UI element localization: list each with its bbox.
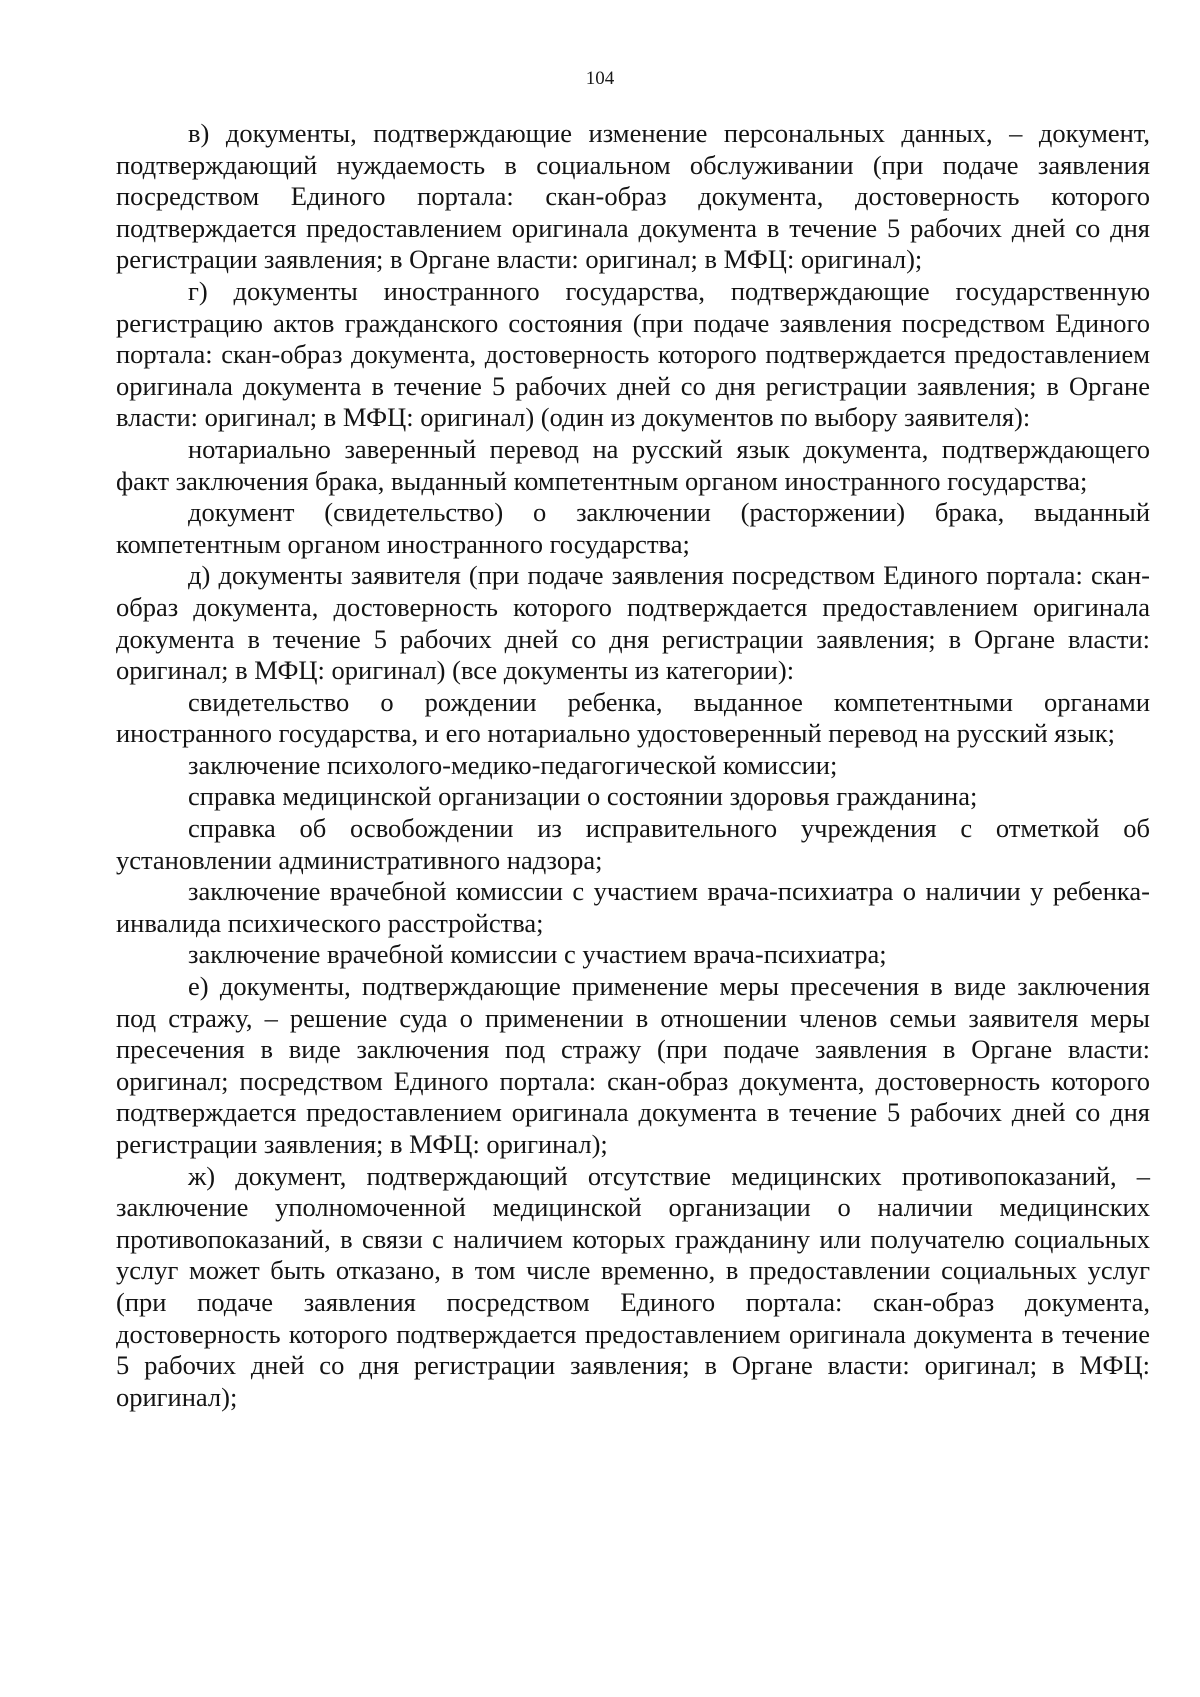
list-item-release-certificate: справка об освобождении из исправительного учреждения с отметкой об установлении административного надзора;: [116, 813, 1150, 875]
list-item-birth-certificate: свидетельство о рождении ребенка, выданное компетентными органами иностранного государства, и его нотариально удостоверенный перевод на русский язык;: [116, 686, 1150, 749]
page-number: 104: [585, 68, 615, 89]
document-body: [116, 118, 1150, 1413]
paragraph-v: в) документы, подтверждающие изменение персональных данных, – документ, подтверждающий нуждаемость в социальном обслуживании (при подаче заявления посредством Единого портала: скан-образ документа, достоверность которого подтверждается предоставлением оригинала документа в течение 5 рабочих дней со дня регистрации заявления; в Органе власти: оригинал; в МФЦ: оригинал);: [116, 118, 1150, 275]
paragraph-g: г) документы иностранного государства, подтверждающие государственную регистрацию актов гражданского состояния (при подаче заявления посредством Единого портала: скан-образ документа, достоверность которого подтверждается предоставлением оригинала документа в течение 5 рабочих дней со дня регистрации заявления; в Органе власти: оригинал; в МФЦ: оригинал) (один из документов по выбору заявителя):: [116, 275, 1150, 433]
list-item-marriage-certificate: документ (свидетельство) о заключении (расторжении) брака, выданный компетентным органом иностранного государства;: [116, 497, 1150, 559]
paragraph-e: е) документы, подтверждающие применение меры пресечения в виде заключения под стражу, – решение суда о применении в отношении членов семьи заявителя меры пресечения в виде заключения под стражу (при подаче заявления в Органе власти: оригинал; посредством Единого портала: скан-образ документа, достоверность которого подтверждается предоставлением оригинала документа в течение 5 рабочих дней со дня регистрации заявления; в МФЦ: оригинал);: [116, 971, 1150, 1159]
list-item-pmpk-conclusion: заключение психолого-медико-педагогической комиссии;: [188, 749, 838, 780]
paragraph-d: д) документы заявителя (при подаче заявления посредством Единого портала: скан-образ документа, достоверность которого подтверждается предоставлением оригинала документа в течение 5 рабочих дней со дня регистрации заявления; в Органе власти: оригинал; в МФЦ: оригинал) (все документы из категории):: [116, 560, 1150, 686]
list-item-psychiatric-conclusion-child: заключение врачебной комиссии с участием врача-психиатра о наличии у ребенка-инвалида психического расстройства;: [116, 876, 1150, 938]
paragraph-zh: ж) документ, подтверждающий отсутствие медицинских противопоказаний, – заключение уполномоченной медицинской организации о наличии медицинских противопоказаний, в связи с наличием которых гражданину или получателю социальных услуг может быть отказано, в том числе временно, в предоставлении социальных услуг (при подаче заявления посредством Единого портала: скан-образ документа, достоверность которого подтверждается предоставлением оригинала документа в течение 5 рабочих дней со дня регистрации заявления; в Органе власти: оригинал; в МФЦ: оригинал);: [116, 1160, 1150, 1412]
list-item-health-certificate: справка медицинской организации о состоянии здоровья гражданина;: [188, 781, 978, 812]
list-item-psychiatric-conclusion: заключение врачебной комиссии с участием врача-психиатра;: [188, 939, 887, 970]
list-item-notarized-translation: нотариально заверенный перевод на русский язык документа, подтверждающего факт заключения брака, выданный компетентным органом иностранного государства;: [116, 433, 1150, 496]
